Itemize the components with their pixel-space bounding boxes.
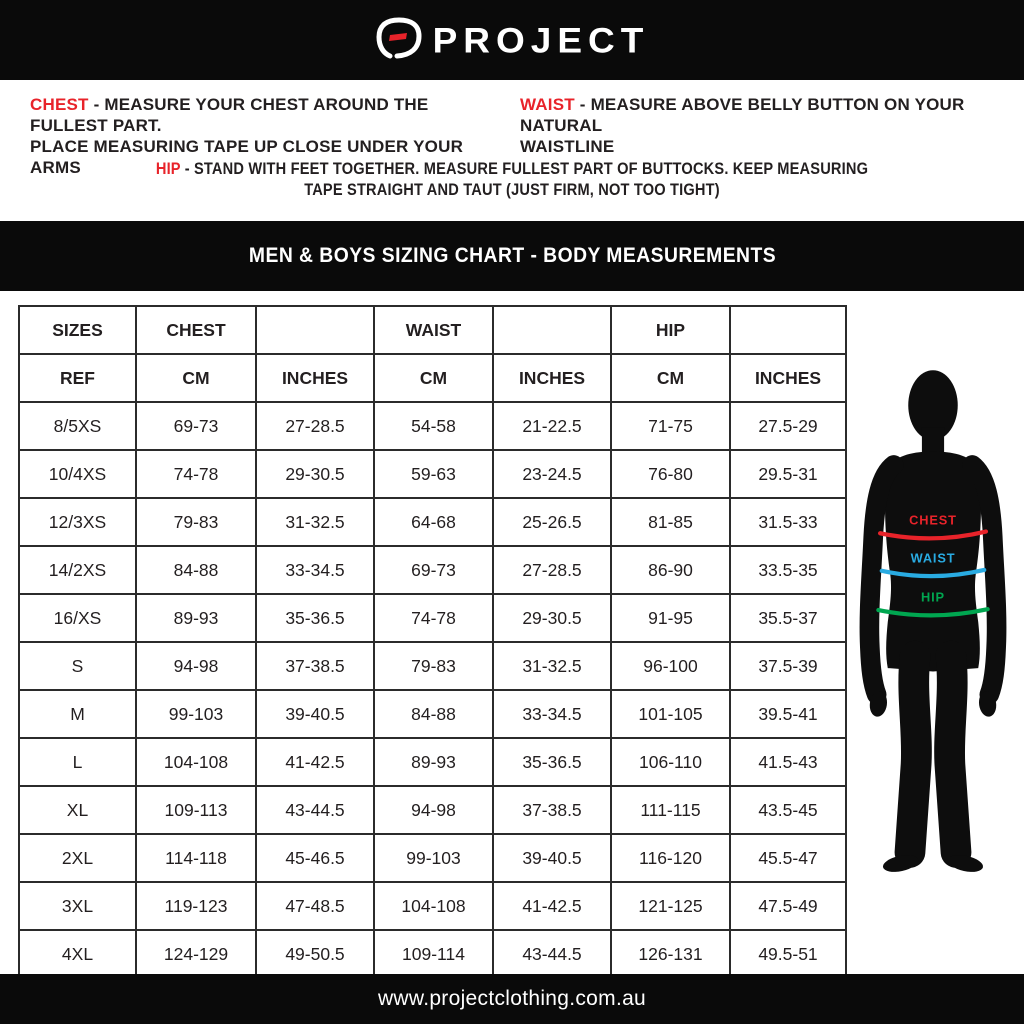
table-cell: 94-98 [374,786,493,834]
table-cell: 27-28.5 [256,402,374,450]
size-table-head [19,306,846,402]
hip-instruction-line1: - STAND WITH FEET TOGETHER. MEASURE FULLEST PART OF BUTTOCKS. KEEP MEASURING [184,159,869,178]
table-cell: 12/3XS [19,498,136,546]
table-cell: 2XL [19,834,136,882]
table-cell: 45-46.5 [256,834,374,882]
table-header-cell: CM [611,354,730,402]
table-cell: S [19,642,136,690]
figure-chest-label: CHEST [909,512,957,528]
table-cell: 10/4XS [19,450,136,498]
table-row [19,546,846,594]
table-cell: 35.5-37 [730,594,846,642]
table-row [19,594,846,642]
table-cell: 41-42.5 [256,738,374,786]
table-row [19,498,846,546]
table-cell: 37.5-39 [730,642,846,690]
table-cell: 29-30.5 [493,594,611,642]
table-cell: 35-36.5 [256,594,374,642]
waist-instruction [520,94,990,157]
table-header-row-units [19,354,846,402]
table-cell: 43-44.5 [256,786,374,834]
table-cell: 39-40.5 [256,690,374,738]
table-header-cell [493,306,611,354]
silhouette-shape [868,370,998,874]
table-row [19,690,846,738]
size-table [18,305,847,979]
table-cell: 54-58 [374,402,493,450]
table-cell: 99-103 [136,690,256,738]
hip-instruction-label: HIP [155,159,181,178]
chest-instruction-line2: PLACE MEASURING TAPE UP CLOSE UNDER YOUR ARMS [30,137,464,177]
chest-instruction-line1: - MEASURE YOUR CHEST AROUND THE FULLEST PART. [30,95,429,135]
table-cell: 114-118 [136,834,256,882]
table-cell: 126-131 [611,930,730,978]
waist-instruction-line1: - MEASURE ABOVE BELLY BUTTON ON YOUR NATURAL [520,95,965,135]
table-row [19,450,846,498]
table-cell: 29.5-31 [730,450,846,498]
table-header-cell: SIZES [19,306,136,354]
table-cell: 109-114 [374,930,493,978]
table-cell: 31.5-33 [730,498,846,546]
table-cell: 37-38.5 [493,786,611,834]
table-cell: 16/XS [19,594,136,642]
table-cell: 27.5-29 [730,402,846,450]
footer-bar [0,974,1024,1024]
table-cell: 111-115 [611,786,730,834]
chart-title-banner [0,221,1024,291]
table-cell: 81-85 [611,498,730,546]
table-cell: 124-129 [136,930,256,978]
table-row [19,786,846,834]
table-cell: 76-80 [611,450,730,498]
table-cell: 49.5-51 [730,930,846,978]
header-bar [0,0,1024,80]
table-row [19,930,846,978]
table-cell: 79-83 [374,642,493,690]
table-cell: 35-36.5 [493,738,611,786]
waist-instruction-label: WAIST [520,95,575,114]
table-cell: 39.5-41 [730,690,846,738]
table-cell: 89-93 [136,594,256,642]
table-cell: 14/2XS [19,546,136,594]
table-row [19,834,846,882]
table-header-cell: INCHES [256,354,374,402]
table-cell: 31-32.5 [493,642,611,690]
table-cell: 104-108 [136,738,256,786]
table-header-cell: INCHES [730,354,846,402]
table-cell: 94-98 [136,642,256,690]
table-cell: 84-88 [136,546,256,594]
table-cell: 59-63 [374,450,493,498]
table-cell: 47-48.5 [256,882,374,930]
table-header-cell: CHEST [136,306,256,354]
table-cell: 109-113 [136,786,256,834]
brand-logo-icon [375,16,423,65]
table-cell: L [19,738,136,786]
table-row [19,882,846,930]
table-cell: 106-110 [611,738,730,786]
table-header-cell [730,306,846,354]
table-cell: 86-90 [611,546,730,594]
table-cell: 27-28.5 [493,546,611,594]
table-cell: 119-123 [136,882,256,930]
body-silhouette-figure [846,366,1020,878]
table-cell: 21-22.5 [493,402,611,450]
table-row [19,738,846,786]
figure-waist-label: WAIST [910,550,956,566]
table-cell: 116-120 [611,834,730,882]
table-cell: XL [19,786,136,834]
table-cell: 101-105 [611,690,730,738]
hip-instruction [0,158,1024,200]
website-url: www.projectclothing.com.au [377,987,647,1010]
table-row [19,402,846,450]
table-cell: 41.5-43 [730,738,846,786]
table-cell: 37-38.5 [256,642,374,690]
table-cell: 74-78 [136,450,256,498]
table-cell: 91-95 [611,594,730,642]
table-cell: 64-68 [374,498,493,546]
table-cell: 8/5XS [19,402,136,450]
table-cell: 79-83 [136,498,256,546]
table-header-cell [256,306,374,354]
table-header-cell: INCHES [493,354,611,402]
table-cell: 39-40.5 [493,834,611,882]
table-cell: 31-32.5 [256,498,374,546]
table-cell: 41-42.5 [493,882,611,930]
table-cell: 43.5-45 [730,786,846,834]
table-cell: 104-108 [374,882,493,930]
table-header-cell: WAIST [374,306,493,354]
table-header-row-groups [19,306,846,354]
table-cell: 29-30.5 [256,450,374,498]
table-cell: 84-88 [374,690,493,738]
table-header-cell: REF [19,354,136,402]
waist-instruction-line2: WAISTLINE [520,137,615,156]
table-cell: 121-125 [611,882,730,930]
table-cell: 47.5-49 [730,882,846,930]
table-cell: 23-24.5 [493,450,611,498]
table-cell: 99-103 [374,834,493,882]
size-table-body [19,402,846,978]
brand-logo-text: PROJECT [432,20,650,60]
table-cell: 71-75 [611,402,730,450]
table-cell: 45.5-47 [730,834,846,882]
chart-title: MEN & BOYS SIZING CHART - BODY MEASUREMENTS [248,244,776,267]
table-header-cell: CM [136,354,256,402]
table-cell: 3XL [19,882,136,930]
table-cell: 25-26.5 [493,498,611,546]
table-header-cell: CM [374,354,493,402]
chest-instruction-label: CHEST [30,95,89,114]
brand-logo [375,16,650,65]
table-cell: 43-44.5 [493,930,611,978]
table-cell: 33-34.5 [256,546,374,594]
table-row [19,642,846,690]
figure-hip-label: HIP [921,589,945,605]
table-cell: 96-100 [611,642,730,690]
table-cell: 74-78 [374,594,493,642]
table-cell: 69-73 [136,402,256,450]
table-cell: 33.5-35 [730,546,846,594]
table-header-cell: HIP [611,306,730,354]
table-cell: 49-50.5 [256,930,374,978]
table-cell: 69-73 [374,546,493,594]
table-cell: M [19,690,136,738]
table-cell: 33-34.5 [493,690,611,738]
table-cell: 4XL [19,930,136,978]
hip-instruction-line2: TAPE STRAIGHT AND TAUT (JUST FIRM, NOT TOO TIGHT) [304,180,720,199]
table-cell: 89-93 [374,738,493,786]
